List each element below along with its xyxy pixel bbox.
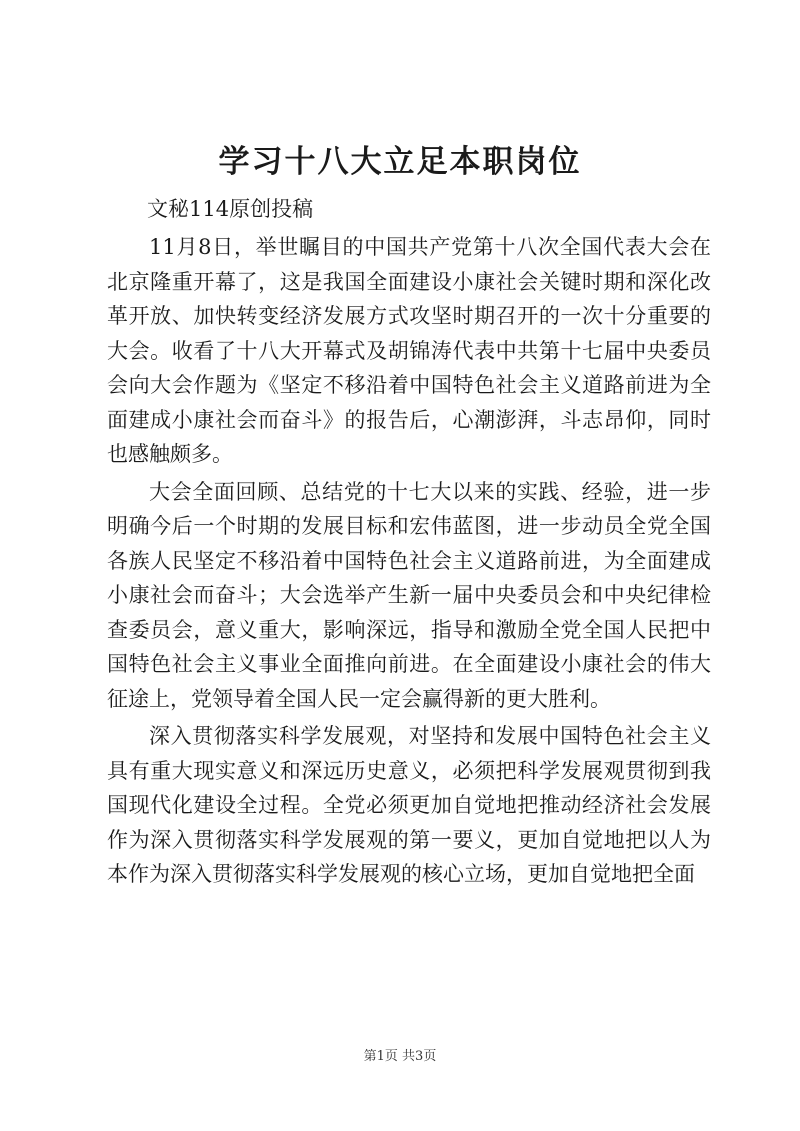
paragraph-2: 大会全面回顾、总结党的十七大以来的实践、经验，进一步明确今后一个时期的发展目标和宏伟蓝图，进一步动员全党全国各族人民坚定不移沿着中国特色社会主义道路前进，为全面建成小康社会而奋斗；大会选举产生新一届中央委员会和中央纪律检查委员会，意义重大，影响深远，指导和激励全党全国人民把中国特色社会主义事业全面推向前进。在全面建设小康社会的伟大征途上，党领导着全国人民一定会赢得新的更大胜利。 [107,479,711,711]
paragraph-1: 11月8日，举世瞩目的中国共产党第十八次全国代表大会在北京隆重开幕了，这是我国全面建设小康社会关键时期和深化改革开放、加快转变经济发展方式攻坚时期召开的一次十分重要的大会。收看了十八大开幕式及胡锦涛代表中共第十七届中央委员会向大会作题为《坚定不移沿着中国特色社会主义道路前进为全面建成小康社会而奋斗》的报告后，心潮澎湃，斗志昂仰，同时也感触颇多。 [107,235,711,466]
paragraph-3: 深入贯彻落实科学发展观，对坚持和发展中国特色社会主义具有重大现实意义和深远历史意义，必须把科学发展观贯彻到我国现代化建设全过程。全党必须更加自觉地把推动经济社会发展作为深入贯彻落实科学发展观的第一要义，更加自觉地把以人为本作为深入贯彻落实科学发展观的核心立场，更加自觉地把全面 [107,724,711,886]
page-footer: 第1页 共3页 [363,1049,437,1064]
document-title: 学习十八大立足本职岗位 [218,144,582,180]
document-byline: 文秘114原创投稿 [147,197,314,221]
document-body [107,230,711,892]
